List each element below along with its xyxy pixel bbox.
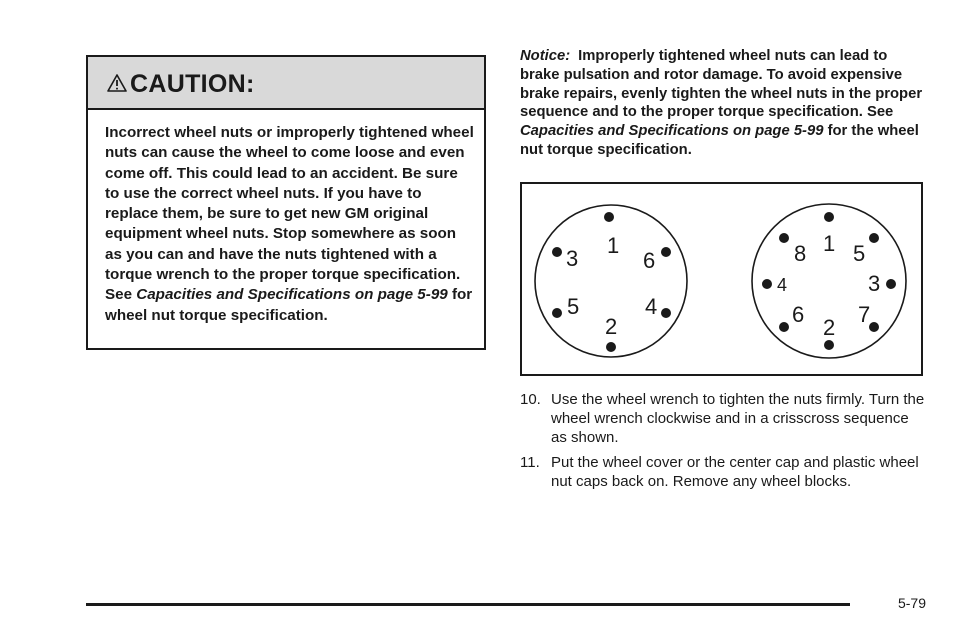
lug-nut	[824, 212, 834, 222]
lug-nut	[661, 247, 671, 257]
sequence-label: 6	[792, 302, 805, 327]
lug-nut	[779, 322, 789, 332]
step-item	[520, 391, 928, 447]
notice-label: Notice:	[520, 48, 571, 64]
page-number: 5-79	[897, 595, 926, 611]
caution-text-main: Incorrect wheel nuts or improperly tightened wheel nuts can cause the wheel to come loose and even come off. This could lead to an accident. Be sure to use the correct wheel nuts. If you have to replace them, be sure to get new GM original equipment wheel nuts. Stop somewhere as soon as you can and have the nuts tightened with a torque wrench to the proper torque specification. See	[105, 124, 474, 304]
sequence-label: 2	[823, 315, 836, 340]
sequence-label: 5	[853, 241, 866, 266]
notice-reference: Capacities and Specifications on page 5-99	[520, 123, 824, 140]
lug-nut	[869, 233, 879, 243]
sequence-label: 8	[794, 241, 807, 266]
step-text: Use the wheel wrench to tighten the nuts firmly. Turn the wheel wrench clockwise and in a crisscross sequence as shown.	[551, 391, 925, 446]
notice-text: Improperly tightened wheel nuts can lead to brake pulsation and rotor damage. To avoid expensive brake repairs, evenly tighten the wheel nuts in the proper sequence and to the proper torque specification. See	[520, 48, 923, 121]
sequence-label: 4	[645, 294, 658, 319]
lug-nut	[779, 233, 789, 243]
caution-title: CAUTION:	[130, 70, 255, 98]
sequence-label: 6	[643, 248, 656, 273]
lug-nut	[824, 340, 834, 350]
lug-nut	[762, 279, 772, 289]
sequence-label: 4	[777, 275, 788, 295]
diagram-svg	[522, 184, 921, 374]
step-number: 11.	[520, 454, 540, 472]
sequence-label: 1	[607, 233, 620, 258]
caution-text	[105, 123, 475, 326]
warning-icon	[107, 74, 127, 92]
step-item	[520, 454, 928, 492]
eight-lug-wheel	[752, 204, 906, 358]
lug-nut	[606, 342, 616, 352]
procedure-steps	[520, 391, 928, 499]
notice-paragraph	[520, 47, 928, 160]
sequence-label: 7	[858, 302, 871, 327]
lug-nut	[886, 279, 896, 289]
step-number: 10.	[520, 391, 541, 408]
caution-header	[88, 57, 484, 110]
caution-reference: Capacities and Specifications on page 5-99	[136, 286, 448, 304]
step-text: Put the wheel cover or the center cap and plastic wheel nut caps back on. Remove any wheel blocks.	[551, 454, 919, 491]
lug-nut	[552, 308, 562, 318]
footer-rule	[86, 603, 850, 606]
lug-nut	[869, 322, 879, 332]
caution-box	[86, 55, 486, 350]
sequence-label: 3	[566, 246, 579, 271]
sequence-label: 2	[605, 314, 618, 339]
lug-nut	[552, 247, 562, 257]
sequence-label: 5	[567, 294, 580, 319]
sequence-label: 3	[868, 271, 881, 296]
lug-nut-sequence-diagram	[520, 182, 923, 376]
six-lug-wheel	[535, 205, 687, 357]
sequence-label: 1	[823, 231, 836, 256]
notice-text-end: for the wheel nut torque specification.	[520, 123, 919, 158]
lug-nut	[604, 212, 614, 222]
caution-text-end: for wheel nut torque specification.	[105, 286, 473, 324]
lug-nut	[661, 308, 671, 318]
